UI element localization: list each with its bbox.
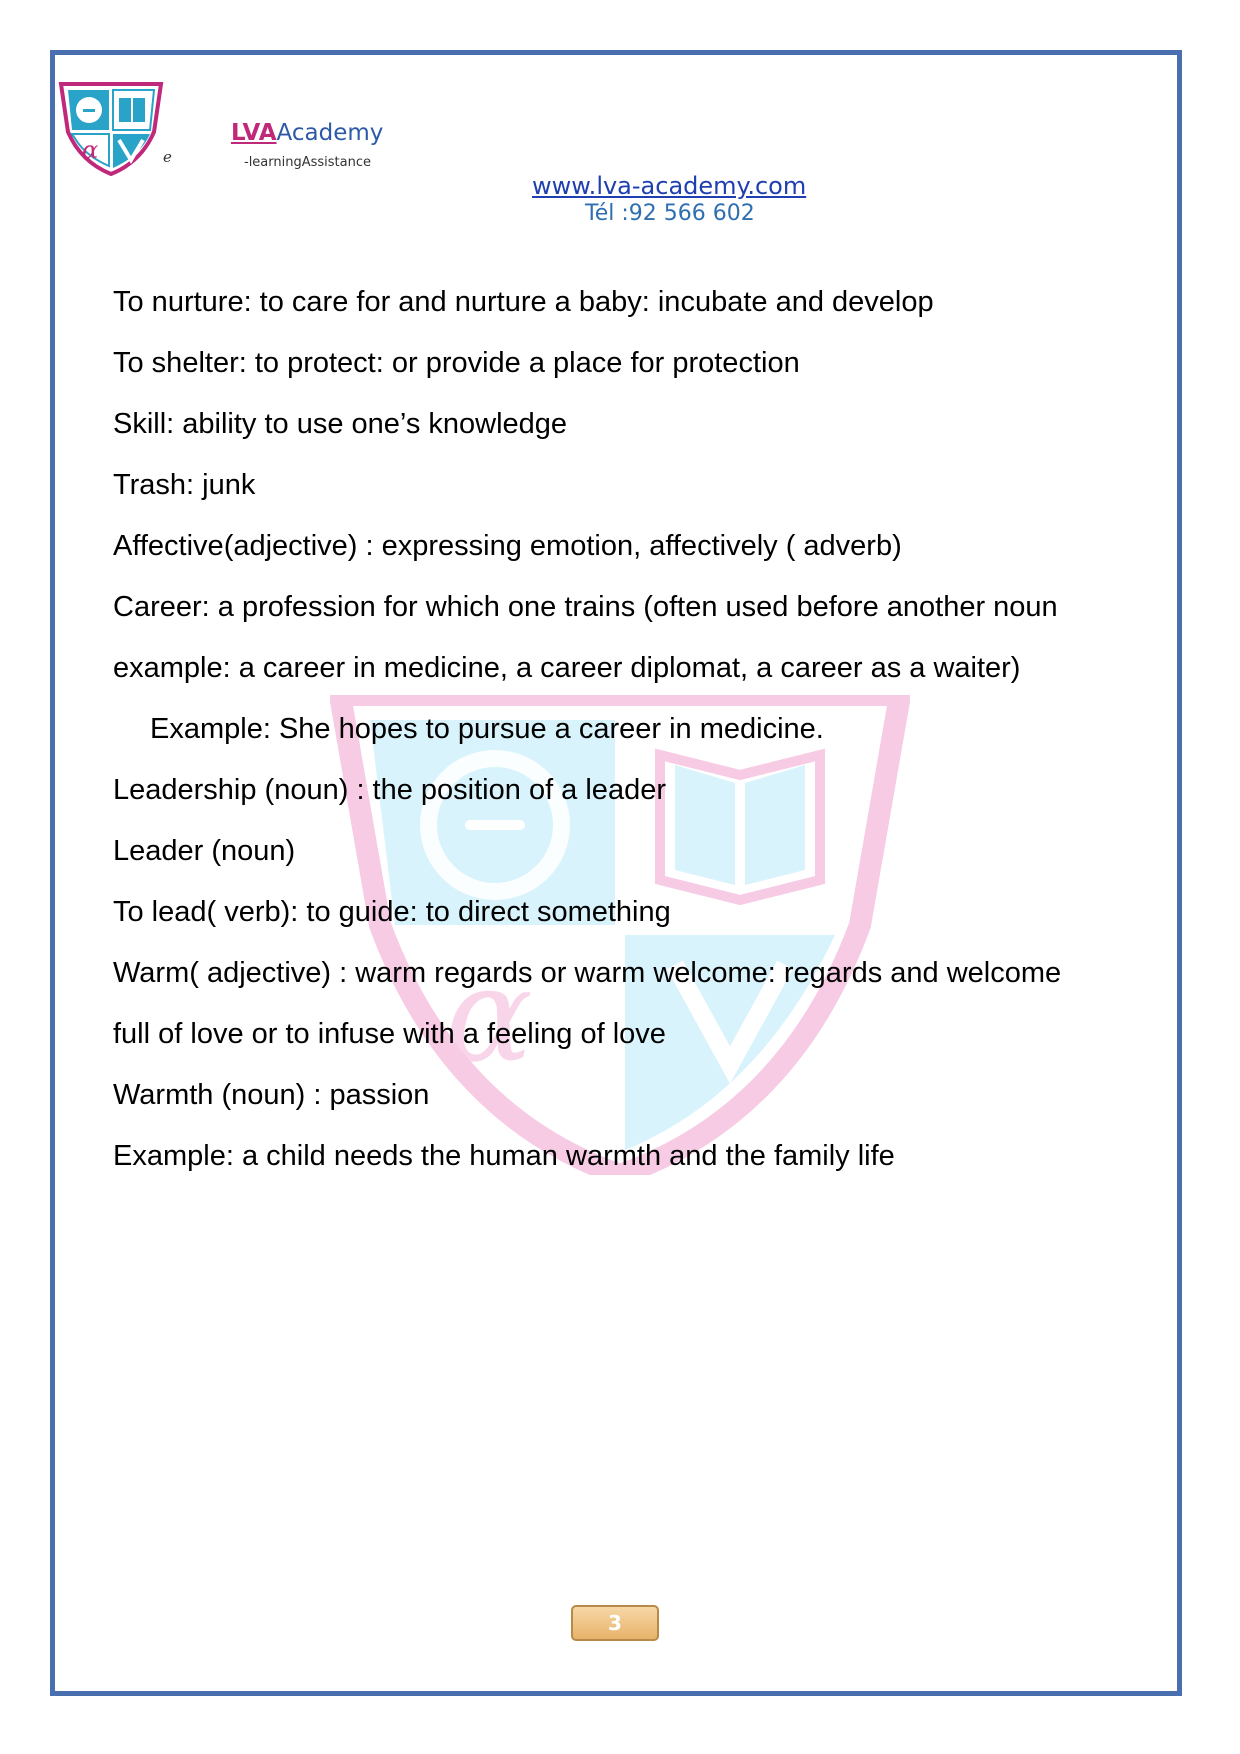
vocab-line: To lead( verb): to guide: to direct something bbox=[113, 896, 671, 928]
vocab-line: example: a career in medicine, a career diplomat, a career as a waiter) bbox=[113, 652, 1021, 684]
vocab-line: full of love or to infuse with a feeling of love bbox=[113, 1018, 666, 1050]
vocab-example-line: Example: She hopes to pursue a career in medicine. bbox=[150, 713, 824, 745]
vocabulary-content bbox=[113, 278, 1133, 1193]
page-number: 3 bbox=[571, 1605, 659, 1641]
vocab-line: To shelter: to protect: or provide a place for protection bbox=[113, 347, 800, 379]
phone-number: Tél :92 566 602 bbox=[585, 201, 755, 226]
brand-academy: Academy bbox=[276, 120, 384, 146]
brand-lva: LVA bbox=[231, 120, 277, 146]
svg-text:α: α bbox=[445, 939, 533, 1091]
vocab-line: Career: a profession for which one trains (often used before another noun bbox=[113, 591, 1058, 623]
svg-text:α: α bbox=[82, 136, 99, 164]
brand-name bbox=[231, 120, 383, 146]
brand-tagline: -learningAssistance bbox=[244, 155, 371, 170]
vocab-line: Warm( adjective) : warm regards or warm welcome: regards and welcome bbox=[113, 957, 1062, 989]
website-link[interactable]: www.lva-academy.com bbox=[532, 172, 807, 200]
vocab-line: Warmth (noun) : passion bbox=[113, 1079, 430, 1111]
vocab-line: Affective(adjective) : expressing emotion, affectively ( adverb) bbox=[113, 530, 902, 562]
vocab-line: Skill: ability to use one’s knowledge bbox=[113, 408, 568, 440]
vocab-line: To nurture: to care for and nurture a baby: incubate and develop bbox=[113, 286, 934, 318]
vocab-line: Trash: junk bbox=[113, 469, 256, 501]
vocab-line: Leader (noun) bbox=[113, 835, 296, 867]
vocab-line: Example: a child needs the human warmth and the family life bbox=[113, 1140, 895, 1172]
academy-logo-icon bbox=[56, 80, 166, 176]
logo-letter: e bbox=[163, 148, 172, 166]
vocab-line: Leadership (noun) : the position of a leader bbox=[113, 774, 666, 806]
